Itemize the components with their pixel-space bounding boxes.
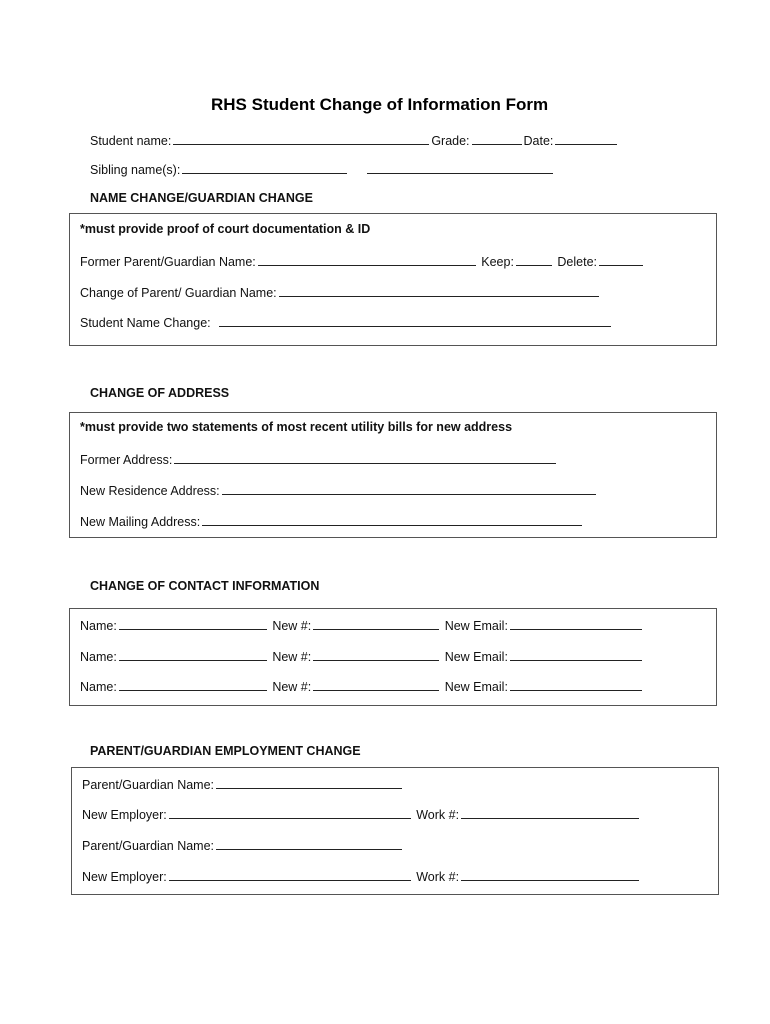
contact-name-field[interactable]	[119, 678, 267, 691]
contact-heading: CHANGE OF CONTACT INFORMATION	[90, 579, 320, 593]
contact-number-label: New #:	[272, 680, 312, 694]
work-number-field[interactable]	[461, 868, 639, 881]
work-number-label: Work #:	[416, 808, 460, 822]
contact-email-label: New Email:	[444, 650, 508, 664]
mailing-address-field[interactable]	[202, 513, 582, 526]
name-change-heading: NAME CHANGE/GUARDIAN CHANGE	[90, 191, 313, 205]
contact-email-field[interactable]	[510, 678, 642, 691]
residence-address-row	[80, 482, 598, 498]
contact-row	[80, 678, 644, 694]
student-name-row	[90, 132, 619, 148]
address-box	[69, 412, 717, 538]
date-field[interactable]	[555, 132, 617, 145]
former-guardian-row	[80, 253, 645, 269]
student-name-change-label: Student Name Change:	[80, 316, 211, 330]
name-change-note: *must provide proof of court documentation & ID	[80, 222, 371, 236]
contact-email-field[interactable]	[510, 648, 642, 661]
contact-email-field[interactable]	[510, 617, 642, 630]
employer-label: New Employer:	[82, 870, 167, 884]
sibling-field-2[interactable]	[367, 161, 553, 174]
employer-field[interactable]	[169, 868, 411, 881]
sibling-field-1[interactable]	[182, 161, 347, 174]
employment-box	[71, 767, 719, 895]
address-heading: CHANGE OF ADDRESS	[90, 386, 230, 400]
date-label: Date:	[523, 134, 554, 148]
contact-email-label: New Email:	[444, 619, 508, 633]
employment-guardian-field[interactable]	[216, 837, 402, 850]
employment-guardian-field[interactable]	[216, 776, 402, 789]
residence-address-label: New Residence Address:	[80, 484, 220, 498]
student-name-field[interactable]	[173, 132, 429, 145]
employer-row	[82, 868, 641, 884]
student-name-change-field[interactable]	[219, 314, 611, 327]
residence-address-field[interactable]	[222, 482, 596, 495]
sibling-row	[90, 161, 555, 177]
former-address-field[interactable]	[174, 451, 556, 464]
change-guardian-row	[80, 284, 601, 300]
mailing-address-row	[80, 513, 584, 529]
former-address-row	[80, 451, 558, 467]
employer-row	[82, 806, 641, 822]
contact-number-label: New #:	[272, 650, 312, 664]
work-number-field[interactable]	[461, 806, 639, 819]
contact-number-field[interactable]	[313, 617, 439, 630]
mailing-address-label: New Mailing Address:	[80, 515, 201, 529]
delete-field[interactable]	[599, 253, 643, 266]
change-guardian-field[interactable]	[279, 284, 599, 297]
contact-name-field[interactable]	[119, 617, 267, 630]
contact-number-field[interactable]	[313, 648, 439, 661]
contact-row	[80, 648, 644, 664]
former-guardian-label: Former Parent/Guardian Name:	[80, 255, 256, 269]
contact-name-label: Name:	[80, 680, 117, 694]
address-note: *must provide two statements of most recent utility bills for new address	[80, 420, 513, 434]
employment-guardian-label: Parent/Guardian Name:	[82, 839, 215, 853]
student-name-label: Student name:	[90, 134, 172, 148]
grade-field[interactable]	[472, 132, 522, 145]
contact-name-label: Name:	[80, 650, 117, 664]
employment-heading: PARENT/GUARDIAN EMPLOYMENT CHANGE	[90, 744, 361, 758]
contact-name-label: Name:	[80, 619, 117, 633]
change-guardian-label: Change of Parent/ Guardian Name:	[80, 286, 277, 300]
employment-guardian-label: Parent/Guardian Name:	[82, 778, 215, 792]
sibling-label: Sibling name(s):	[90, 163, 181, 177]
former-guardian-field[interactable]	[258, 253, 476, 266]
grade-label: Grade:	[431, 134, 470, 148]
guardian-name-row	[82, 776, 404, 792]
contact-row	[80, 617, 644, 633]
student-name-change-row	[80, 314, 613, 330]
delete-label: Delete:	[557, 255, 598, 269]
keep-field[interactable]	[516, 253, 552, 266]
keep-label: Keep:	[481, 255, 514, 269]
employer-field[interactable]	[169, 806, 411, 819]
employer-label: New Employer:	[82, 808, 167, 822]
former-address-label: Former Address:	[80, 453, 173, 467]
contact-number-label: New #:	[272, 619, 312, 633]
guardian-name-row	[82, 837, 404, 853]
contact-name-field[interactable]	[119, 648, 267, 661]
contact-number-field[interactable]	[313, 678, 439, 691]
page-title: RHS Student Change of Information Form	[211, 95, 549, 114]
work-number-label: Work #:	[416, 870, 460, 884]
contact-box	[69, 608, 717, 706]
contact-email-label: New Email:	[444, 680, 508, 694]
name-change-box	[69, 213, 717, 346]
